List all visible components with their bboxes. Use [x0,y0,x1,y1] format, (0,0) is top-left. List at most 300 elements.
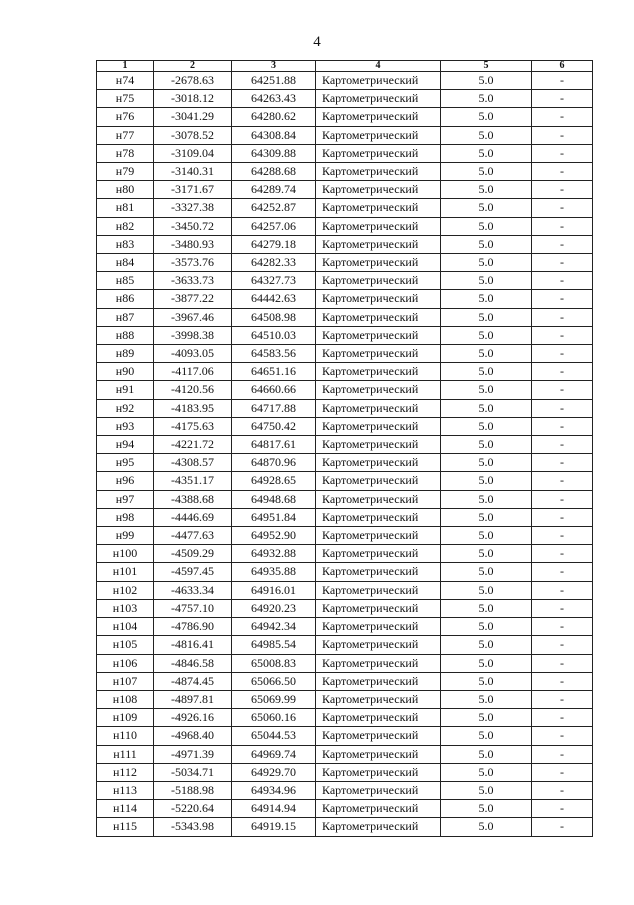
table-row [97,163,593,181]
y-coordinate-cell: 64928.65 [232,472,316,490]
table-row [97,399,593,417]
y-coordinate-cell: 64951.84 [232,508,316,526]
method-cell: Картометрический [316,781,441,799]
note-cell: - [532,235,593,253]
table-row [97,672,593,690]
point-id-cell: н81 [97,199,154,217]
point-id-cell: н96 [97,472,154,490]
note-cell: - [532,90,593,108]
accuracy-cell: 5.0 [441,599,532,617]
x-coordinate-cell: -4351.17 [154,472,232,490]
method-cell: Картометрический [316,527,441,545]
table-row [97,436,593,454]
point-id-cell: н92 [97,399,154,417]
note-cell: - [532,508,593,526]
table-row [97,581,593,599]
accuracy-cell: 5.0 [441,763,532,781]
accuracy-cell: 5.0 [441,399,532,417]
note-cell: - [532,654,593,672]
method-cell: Картометрический [316,563,441,581]
table-row [97,636,593,654]
table-row [97,345,593,363]
table-row [97,709,593,727]
table-row [97,254,593,272]
y-coordinate-cell: 64717.88 [232,399,316,417]
table-row [97,745,593,763]
point-id-cell: н89 [97,345,154,363]
table-row [97,454,593,472]
method-cell: Картометрический [316,436,441,454]
accuracy-cell: 5.0 [441,345,532,363]
accuracy-cell: 5.0 [441,745,532,763]
table-row [97,126,593,144]
x-coordinate-cell: -3480.93 [154,235,232,253]
note-cell: - [532,72,593,90]
point-id-cell: н74 [97,72,154,90]
y-coordinate-cell: 65069.99 [232,690,316,708]
table-row [97,472,593,490]
method-cell: Картометрический [316,235,441,253]
accuracy-cell: 5.0 [441,254,532,272]
y-coordinate-cell: 64282.33 [232,254,316,272]
accuracy-cell: 5.0 [441,381,532,399]
point-id-cell: н93 [97,417,154,435]
x-coordinate-cell: -4846.58 [154,654,232,672]
x-coordinate-cell: -2678.63 [154,72,232,90]
x-coordinate-cell: -5343.98 [154,818,232,836]
y-coordinate-cell: 64288.68 [232,163,316,181]
x-coordinate-cell: -3967.46 [154,308,232,326]
point-id-cell: н94 [97,436,154,454]
table-row [97,545,593,563]
method-cell: Картометрический [316,144,441,162]
method-cell: Картометрический [316,800,441,818]
y-coordinate-cell: 64327.73 [232,272,316,290]
accuracy-cell: 5.0 [441,308,532,326]
point-id-cell: н82 [97,217,154,235]
point-id-cell: н85 [97,272,154,290]
note-cell: - [532,417,593,435]
note-cell: - [532,800,593,818]
point-id-cell: н75 [97,90,154,108]
note-cell: - [532,690,593,708]
y-coordinate-cell: 64916.01 [232,581,316,599]
y-coordinate-cell: 64920.23 [232,599,316,617]
note-cell: - [532,217,593,235]
table-row [97,417,593,435]
accuracy-cell: 5.0 [441,126,532,144]
accuracy-cell: 5.0 [441,90,532,108]
point-id-cell: н83 [97,235,154,253]
note-cell: - [532,163,593,181]
y-coordinate-cell: 64817.61 [232,436,316,454]
table-row [97,363,593,381]
method-cell: Картометрический [316,763,441,781]
method-cell: Картометрический [316,217,441,235]
accuracy-cell: 5.0 [441,144,532,162]
accuracy-cell: 5.0 [441,800,532,818]
accuracy-cell: 5.0 [441,72,532,90]
x-coordinate-cell: -3573.76 [154,254,232,272]
x-coordinate-cell: -3041.29 [154,108,232,126]
accuracy-cell: 5.0 [441,290,532,308]
point-id-cell: н102 [97,581,154,599]
column-header: 3 [232,61,316,72]
point-id-cell: н99 [97,527,154,545]
accuracy-cell: 5.0 [441,490,532,508]
note-cell: - [532,399,593,417]
accuracy-cell: 5.0 [441,508,532,526]
note-cell: - [532,363,593,381]
y-coordinate-cell: 64651.16 [232,363,316,381]
x-coordinate-cell: -4633.34 [154,581,232,599]
note-cell: - [532,781,593,799]
x-coordinate-cell: -3109.04 [154,144,232,162]
accuracy-cell: 5.0 [441,654,532,672]
point-id-cell: н90 [97,363,154,381]
x-coordinate-cell: -3140.31 [154,163,232,181]
point-id-cell: н109 [97,709,154,727]
table-row [97,690,593,708]
note-cell: - [532,818,593,836]
y-coordinate-cell: 64660.66 [232,381,316,399]
point-id-cell: н103 [97,599,154,617]
accuracy-cell: 5.0 [441,199,532,217]
accuracy-cell: 5.0 [441,545,532,563]
table-row [97,781,593,799]
method-cell: Картометрический [316,199,441,217]
note-cell: - [532,381,593,399]
table-body [97,72,593,837]
method-cell: Картометрический [316,545,441,563]
method-cell: Картометрический [316,745,441,763]
x-coordinate-cell: -4221.72 [154,436,232,454]
x-coordinate-cell: -5034.71 [154,763,232,781]
accuracy-cell: 5.0 [441,527,532,545]
note-cell: - [532,672,593,690]
point-id-cell: н77 [97,126,154,144]
x-coordinate-cell: -4786.90 [154,618,232,636]
method-cell: Картометрический [316,508,441,526]
method-cell: Картометрический [316,490,441,508]
x-coordinate-cell: -4093.05 [154,345,232,363]
note-cell: - [532,581,593,599]
method-cell: Картометрический [316,417,441,435]
accuracy-cell: 5.0 [441,709,532,727]
y-coordinate-cell: 64942.34 [232,618,316,636]
x-coordinate-cell: -4816.41 [154,636,232,654]
method-cell: Картометрический [316,345,441,363]
point-id-cell: н108 [97,690,154,708]
x-coordinate-cell: -3078.52 [154,126,232,144]
table-row [97,763,593,781]
note-cell: - [532,636,593,654]
accuracy-cell: 5.0 [441,618,532,636]
table-row [97,618,593,636]
note-cell: - [532,326,593,344]
note-cell: - [532,745,593,763]
accuracy-cell: 5.0 [441,690,532,708]
point-id-cell: н78 [97,144,154,162]
method-cell: Картометрический [316,108,441,126]
accuracy-cell: 5.0 [441,581,532,599]
point-id-cell: н112 [97,763,154,781]
x-coordinate-cell: -4971.39 [154,745,232,763]
table-row [97,727,593,745]
table-row [97,308,593,326]
note-cell: - [532,345,593,363]
method-cell: Картометрический [316,636,441,654]
y-coordinate-cell: 64263.43 [232,90,316,108]
point-id-cell: н110 [97,727,154,745]
accuracy-cell: 5.0 [441,636,532,654]
note-cell: - [532,254,593,272]
note-cell: - [532,199,593,217]
method-cell: Картометрический [316,672,441,690]
method-cell: Картометрический [316,709,441,727]
table-row [97,272,593,290]
page-number: 4 [313,34,321,50]
point-id-cell: н80 [97,181,154,199]
x-coordinate-cell: -4874.45 [154,672,232,690]
coordinates-table [96,60,593,837]
x-coordinate-cell: -3018.12 [154,90,232,108]
point-id-cell: н91 [97,381,154,399]
point-id-cell: н114 [97,800,154,818]
y-coordinate-cell: 64257.06 [232,217,316,235]
note-cell: - [532,181,593,199]
y-coordinate-cell: 64279.18 [232,235,316,253]
y-coordinate-cell: 64969.74 [232,745,316,763]
x-coordinate-cell: -4897.81 [154,690,232,708]
point-id-cell: н101 [97,563,154,581]
method-cell: Картометрический [316,727,441,745]
method-cell: Картометрический [316,72,441,90]
note-cell: - [532,436,593,454]
method-cell: Картометрический [316,163,441,181]
column-header: 6 [532,61,593,72]
accuracy-cell: 5.0 [441,235,532,253]
y-coordinate-cell: 64308.84 [232,126,316,144]
x-coordinate-cell: -4308.57 [154,454,232,472]
column-header: 2 [154,61,232,72]
y-coordinate-cell: 64252.87 [232,199,316,217]
x-coordinate-cell: -4477.63 [154,527,232,545]
y-coordinate-cell: 64870.96 [232,454,316,472]
y-coordinate-cell: 64934.96 [232,781,316,799]
accuracy-cell: 5.0 [441,454,532,472]
x-coordinate-cell: -3327.38 [154,199,232,217]
accuracy-cell: 5.0 [441,672,532,690]
accuracy-cell: 5.0 [441,818,532,836]
note-cell: - [532,308,593,326]
accuracy-cell: 5.0 [441,727,532,745]
point-id-cell: н106 [97,654,154,672]
accuracy-cell: 5.0 [441,181,532,199]
x-coordinate-cell: -4175.63 [154,417,232,435]
method-cell: Картометрический [316,618,441,636]
point-id-cell: н100 [97,545,154,563]
table-row [97,90,593,108]
note-cell: - [532,454,593,472]
y-coordinate-cell: 64280.62 [232,108,316,126]
table-row [97,108,593,126]
point-id-cell: н87 [97,308,154,326]
table-row [97,72,593,90]
point-id-cell: н113 [97,781,154,799]
note-cell: - [532,108,593,126]
table-row [97,181,593,199]
point-id-cell: н107 [97,672,154,690]
y-coordinate-cell: 64932.88 [232,545,316,563]
table-row [97,800,593,818]
note-cell: - [532,599,593,617]
table-row [97,235,593,253]
note-cell: - [532,563,593,581]
table-row [97,381,593,399]
table-row [97,654,593,672]
y-coordinate-cell: 64914.94 [232,800,316,818]
note-cell: - [532,527,593,545]
y-coordinate-cell: 64583.56 [232,345,316,363]
method-cell: Картометрический [316,254,441,272]
note-cell: - [532,290,593,308]
point-id-cell: н111 [97,745,154,763]
method-cell: Картометрический [316,308,441,326]
y-coordinate-cell: 64442.63 [232,290,316,308]
method-cell: Картометрический [316,399,441,417]
method-cell: Картометрический [316,181,441,199]
point-id-cell: н98 [97,508,154,526]
y-coordinate-cell: 64510.03 [232,326,316,344]
y-coordinate-cell: 64750.42 [232,417,316,435]
method-cell: Картометрический [316,581,441,599]
accuracy-cell: 5.0 [441,326,532,344]
point-id-cell: н86 [97,290,154,308]
y-coordinate-cell: 64935.88 [232,563,316,581]
point-id-cell: н95 [97,454,154,472]
y-coordinate-cell: 65066.50 [232,672,316,690]
point-id-cell: н97 [97,490,154,508]
x-coordinate-cell: -4117.06 [154,363,232,381]
table-row [97,144,593,162]
table-row [97,326,593,344]
y-coordinate-cell: 65060.16 [232,709,316,727]
column-header: 5 [441,61,532,72]
x-coordinate-cell: -4446.69 [154,508,232,526]
method-cell: Картометрический [316,326,441,344]
x-coordinate-cell: -3877.22 [154,290,232,308]
method-cell: Картометрический [316,690,441,708]
table-row [97,199,593,217]
y-coordinate-cell: 65008.83 [232,654,316,672]
column-header: 1 [97,61,154,72]
method-cell: Картометрический [316,381,441,399]
accuracy-cell: 5.0 [441,781,532,799]
note-cell: - [532,472,593,490]
y-coordinate-cell: 65044.53 [232,727,316,745]
method-cell: Картометрический [316,454,441,472]
note-cell: - [532,763,593,781]
table-row [97,508,593,526]
table-row [97,818,593,836]
table-row [97,527,593,545]
method-cell: Картометрический [316,818,441,836]
x-coordinate-cell: -4926.16 [154,709,232,727]
x-coordinate-cell: -4183.95 [154,399,232,417]
method-cell: Картометрический [316,472,441,490]
accuracy-cell: 5.0 [441,417,532,435]
x-coordinate-cell: -3633.73 [154,272,232,290]
accuracy-cell: 5.0 [441,108,532,126]
note-cell: - [532,545,593,563]
x-coordinate-cell: -5188.98 [154,781,232,799]
table-row [97,563,593,581]
method-cell: Картометрический [316,272,441,290]
y-coordinate-cell: 64952.90 [232,527,316,545]
y-coordinate-cell: 64985.54 [232,636,316,654]
point-id-cell: н88 [97,326,154,344]
x-coordinate-cell: -3171.67 [154,181,232,199]
point-id-cell: н79 [97,163,154,181]
method-cell: Картометрический [316,290,441,308]
y-coordinate-cell: 64251.88 [232,72,316,90]
x-coordinate-cell: -4757.10 [154,599,232,617]
note-cell: - [532,126,593,144]
x-coordinate-cell: -3998.38 [154,326,232,344]
accuracy-cell: 5.0 [441,472,532,490]
accuracy-cell: 5.0 [441,272,532,290]
x-coordinate-cell: -4597.45 [154,563,232,581]
column-header: 4 [316,61,441,72]
point-id-cell: н104 [97,618,154,636]
x-coordinate-cell: -5220.64 [154,800,232,818]
method-cell: Картометрический [316,363,441,381]
table-header-row [97,61,593,72]
y-coordinate-cell: 64929.70 [232,763,316,781]
table-row [97,217,593,235]
accuracy-cell: 5.0 [441,563,532,581]
point-id-cell: н84 [97,254,154,272]
note-cell: - [532,709,593,727]
accuracy-cell: 5.0 [441,163,532,181]
y-coordinate-cell: 64508.98 [232,308,316,326]
x-coordinate-cell: -3450.72 [154,217,232,235]
table-row [97,599,593,617]
method-cell: Картометрический [316,90,441,108]
note-cell: - [532,490,593,508]
table-row [97,290,593,308]
y-coordinate-cell: 64309.88 [232,144,316,162]
x-coordinate-cell: -4968.40 [154,727,232,745]
accuracy-cell: 5.0 [441,436,532,454]
y-coordinate-cell: 64289.74 [232,181,316,199]
table-row [97,490,593,508]
x-coordinate-cell: -4120.56 [154,381,232,399]
method-cell: Картометрический [316,654,441,672]
note-cell: - [532,727,593,745]
point-id-cell: н115 [97,818,154,836]
note-cell: - [532,272,593,290]
y-coordinate-cell: 64919.15 [232,818,316,836]
x-coordinate-cell: -4509.29 [154,545,232,563]
method-cell: Картометрический [316,126,441,144]
x-coordinate-cell: -4388.68 [154,490,232,508]
accuracy-cell: 5.0 [441,363,532,381]
point-id-cell: н105 [97,636,154,654]
note-cell: - [532,618,593,636]
y-coordinate-cell: 64948.68 [232,490,316,508]
